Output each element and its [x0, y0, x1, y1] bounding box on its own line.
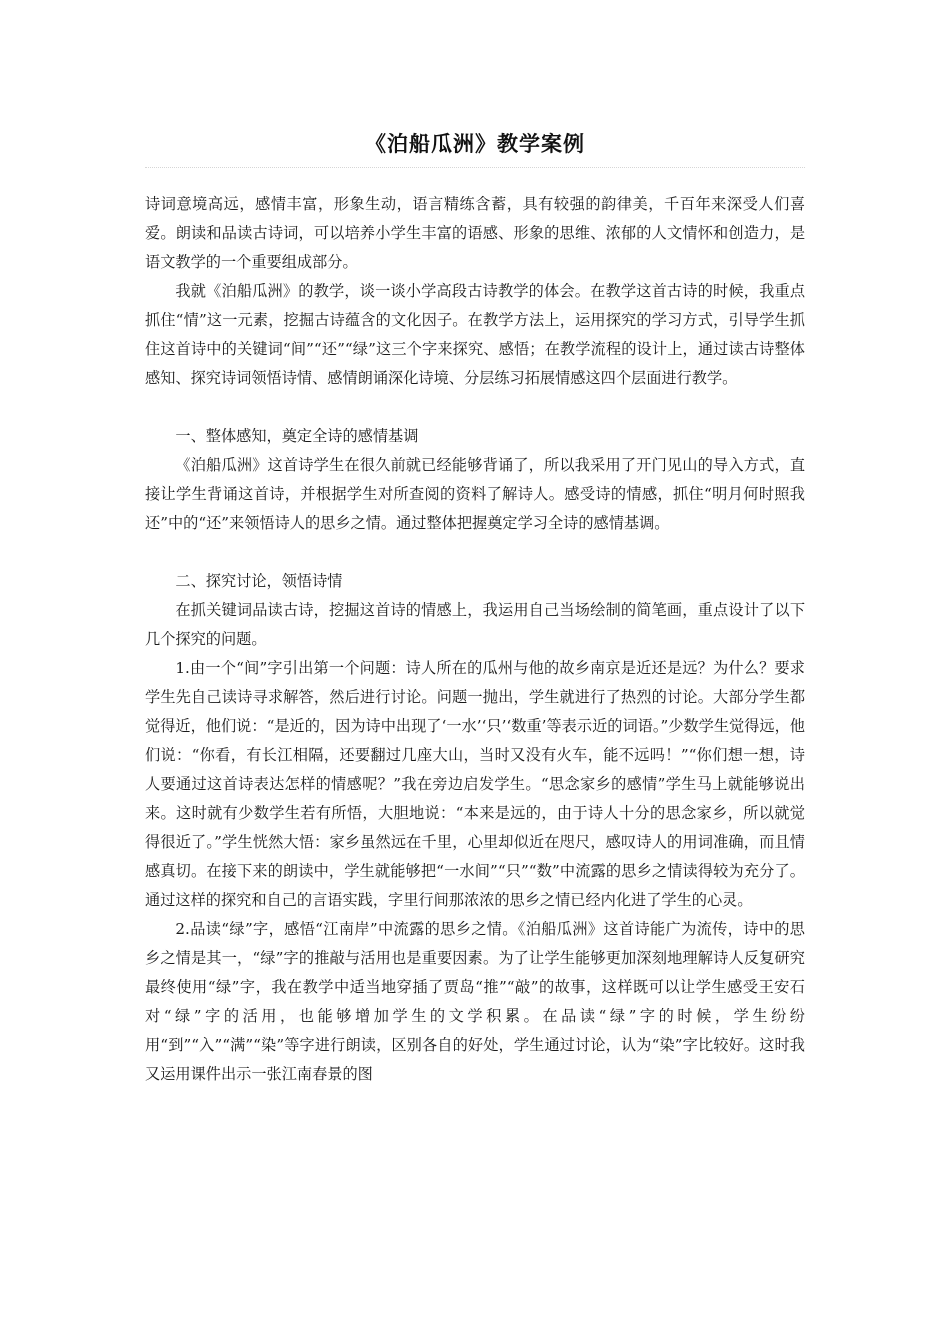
section2-body: 在抓关键词品读古诗，挖掘这首诗的情感上，我运用自己当场绘制的简笔画，重点设计了以下几个探究的问题。: [145, 601, 805, 648]
document-body: [145, 190, 805, 1089]
list-item-2: 2.品读“绿”字，感悟“江南岸”中流露的思乡之情。《泊船瓜洲》这首诗能广为流传，诗中的思乡之情是其一，“绿”字的推敲与活用也是重要因素。为了让学生能够更加深刻地理解诗人反复研究最终使用“绿”字，我在教学中适当地穿插了贾岛“推”“敲”的故事，这样既可以让学生感受王安石对“绿”字的活用，也能够增加学生的文学积累。在品读“绿”字的时候，学生纷纷用“到”“入”“满”“染”等字进行朗读，区别各自的好处，学生通过讨论，认为“染”字比较好。这时我又运用课件出示一张江南春景的图: [145, 920, 805, 1083]
document-title: 《泊船瓜洲》教学案例: [365, 131, 585, 156]
paragraph-intro: 诗词意境高远，感情丰富，形象生动，语言精练含蓄，具有较强的韵律美，千百年来深受人们喜爱。朗读和品读古诗词，可以培养小学生丰富的语感、形象的思维、浓郁的人文情怀和创造力，是语文教学的一个重要组成部分。: [145, 195, 805, 271]
paragraph-overview: 我就《泊船瓜洲》的教学，谈一谈小学高段古诗教学的体会。在教学这首古诗的时候，我重点抓住“情”这一元素，挖掘古诗蕴含的文化因子。在教学方法上，运用探究的学习方式，引导学生抓住这首诗中的关键词“间”“还”“绿”这三个字来探究、感悟；在教学流程的设计上，通过读古诗整体感知、探究诗词领悟诗情、感情朗诵深化诗境、分层练习拓展情感这四个层面进行教学。: [145, 282, 805, 387]
title-divider: [145, 167, 805, 168]
section1-heading: 一、整体感知，奠定全诗的感情基调: [175, 427, 419, 445]
section2-heading: 二、探究讨论，领悟诗情: [175, 572, 343, 590]
list-item-1: 1.由一个“间”字引出第一个问题：诗人所在的瓜州与他的故乡南京是近还是远？为什么？要求学生先自己读诗寻求解答，然后进行讨论。问题一抛出，学生就进行了热烈的讨论。大部分学生都觉得近，他们说：“是近的，因为诗中出现了‘一水’‘只’‘数重’等表示近的词语。”少数学生觉得远，他们说：“你看，有长江相隔，还要翻过几座大山，当时又没有火车，能不远吗！”“你们想一想，诗人要通过这首诗表达怎样的情感呢？”我在旁边启发学生。“思念家乡的感情”学生马上就能够说出来。这时就有少数学生若有所悟，大胆地说：“本来是远的，由于诗人十分的思念家乡，所以就觉得很近了。”学生恍然大悟：家乡虽然远在千里，心里却似近在咫尺，感叹诗人的用词准确，而且情感真切。在接下来的朗读中，学生就能够把“一水间”“只”“数”中流露的思乡之情读得较为充分了。通过这样的探究和自己的言语实践，字里行间那浓浓的思乡之情已经内化进了学生的心灵。: [145, 659, 805, 909]
section1-body: 《泊船瓜洲》这首诗学生在很久前就已经能够背诵了，所以我采用了开门见山的导入方式，直接让学生背诵这首诗，并根据学生对所查阅的资料了解诗人。感受诗的情感，抓住“明月何时照我还”中的“还”来领悟诗人的思乡之情。通过整体把握奠定学习全诗的感情基调。: [145, 456, 805, 532]
